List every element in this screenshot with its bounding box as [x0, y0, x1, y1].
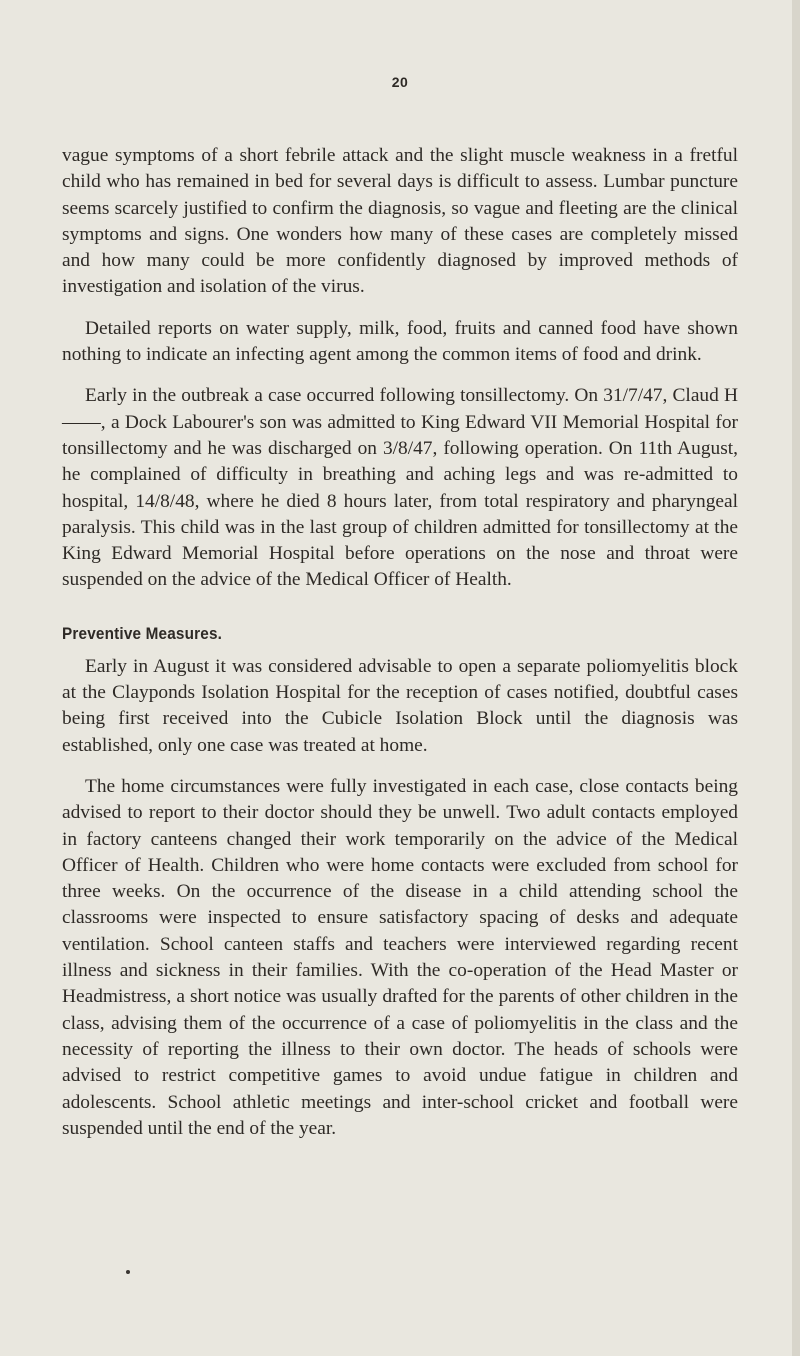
page-edge — [792, 0, 800, 1356]
section-heading-preventive-measures: Preventive Measures. — [62, 623, 223, 643]
ink-speck — [126, 1270, 130, 1274]
body-text — [62, 143, 738, 1157]
paragraph-tonsillectomy-case: Early in the outbreak a case occurred following tonsillectomy. On 31/7/47, Claud H——, a Dock Labourer's son was admitted to King Edward VII Memorial Hospital for tonsillectomy and he was discharged on 3/8/47, following operation. On 11th August, he complained of difficulty in breathing and aching legs and was re-admitted to hospital, 14/8/48, where he died 8 hours later, from total respiratory and pharyngeal paralysis. This child was in the last group of children admitted for tonsillectomy at the King Edward Memorial Hospital before operations on the nose and throat were suspended on the advice of the Medical Officer of Health. — [62, 385, 738, 591]
paragraph-home-circumstances: The home circumstances were fully investigated in each case, close contacts being advised to report to their doctor should they be unwell. Two adult contacts employed in factory canteens changed their work temporarily on the advice of the Medical Officer of Health. Children who were home contacts were excluded from school for three weeks. On the occurrence of the disease in a child attending school the classrooms were inspected to ensure satisfactory spacing of desks and adequate ventilation. School canteen staffs and teachers were interviewed regarding recent illness and sickness in their families. With the co-operation of the Head Master or Headmistress, a short notice was usually drafted for the parents of other children in the class, advising them of the occurrence of a case of poliomyelitis in the class and the necessity of reporting the illness to their own doctor. The heads of schools were advised to restrict competitive games to avoid undue fatigue in children and adolescents. School athletic meetings and inter-school cricket and football were suspended until the end of the year. — [62, 775, 738, 1139]
page-number: 20 — [391, 74, 409, 90]
paragraph-continued-symptoms: vague symptoms of a short febrile attack and the slight muscle weakness in a fretful child who has remained in bed for several days is difficult to assess. Lumbar puncture seems scarcely justified to confirm the diagnosis, so vague and fleeting are the clinical symptoms and signs. One wonders how many of these cases are completely missed and how many could be more confidently diagnosed by improved methods of investigation and isolation of the virus. — [62, 145, 738, 298]
paragraph-isolation-block: Early in August it was considered advisable to open a separate poliomyelitis block at the Clayponds Isolation Hospital for the reception of cases notified, doubtful cases being first received into the Cubicle Isolation Block until the diagnosis was established, only one case was treated at home. — [62, 655, 738, 756]
paragraph-water-supply: Detailed reports on water supply, milk, food, fruits and canned food have shown nothing to indicate an infecting agent among the common items of food and drink. — [62, 317, 738, 366]
